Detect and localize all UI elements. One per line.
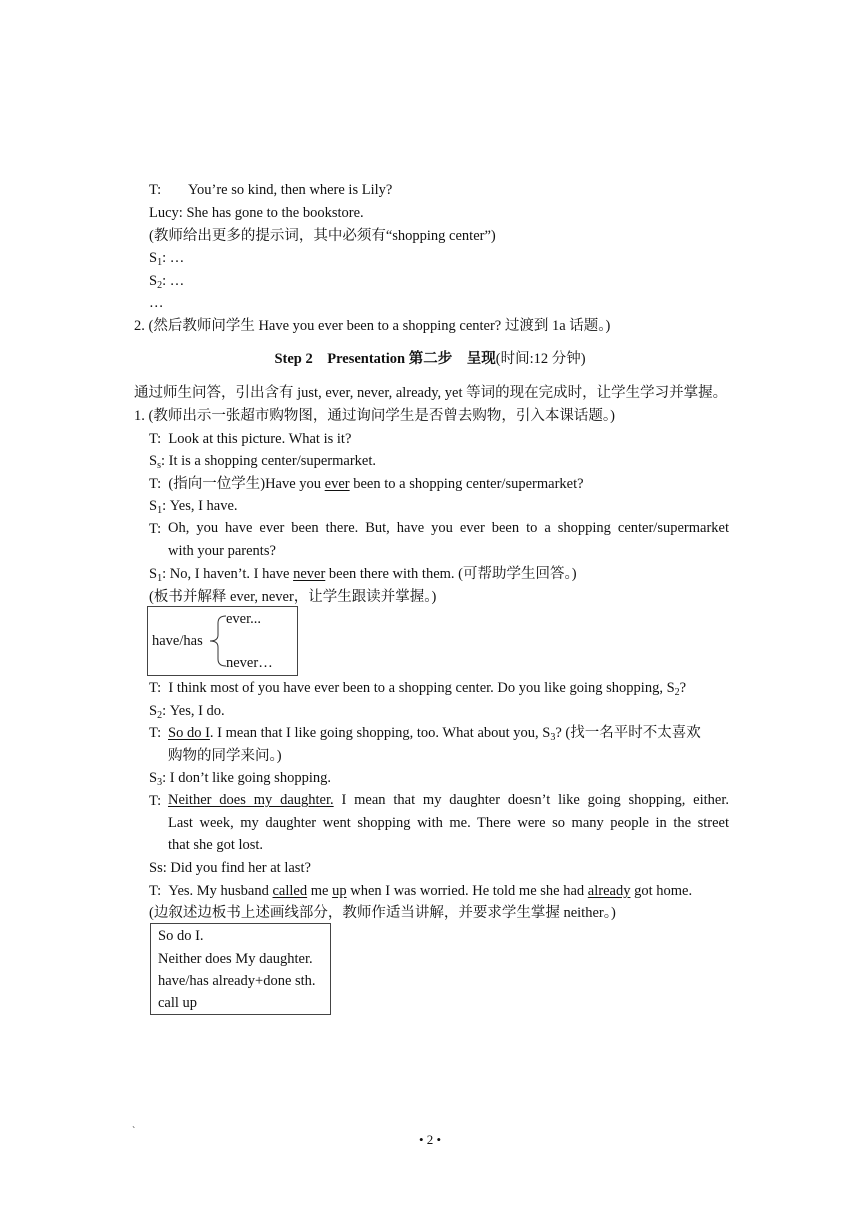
- dialog-text: been there with them. (可帮助学生回答。): [325, 566, 577, 582]
- board-line: have/has already+done sth.: [158, 973, 316, 989]
- speaker-subscript: 1: [157, 505, 163, 516]
- speaker-colon: :: [162, 770, 167, 786]
- teacher-note: (板书并解释 ever, never，让学生跟读并掌握。): [149, 589, 437, 605]
- dialog-text: . I mean that I like going shopping, too. What about you, S: [209, 725, 551, 741]
- board-bottom-label: never…: [226, 655, 273, 671]
- dialog-text: with your parents?: [168, 542, 276, 559]
- dialog-line: [149, 701, 225, 721]
- speaker-label: S: [149, 498, 158, 514]
- page-number: • 2 •: [418, 1132, 442, 1147]
- step-label: Step 2: [274, 351, 313, 367]
- board-line: So do I.: [158, 928, 204, 944]
- dialog-text: got home.: [630, 883, 693, 899]
- speaker-label: T:: [149, 725, 162, 741]
- ellipsis-line: …: [149, 295, 164, 311]
- board-top-label: ever...: [226, 611, 262, 627]
- underlined-word: ever: [324, 476, 350, 492]
- speaker-label: S: [149, 566, 158, 582]
- dialog-text: Yes. My husband: [168, 883, 273, 899]
- speaker-label: T:: [149, 431, 162, 447]
- dialog-text: Yes, I have.: [169, 498, 238, 514]
- board-line: call up: [158, 995, 198, 1011]
- teacher-note: (教师给出更多的提示词，其中必须有“shopping center”): [149, 228, 496, 244]
- speaker-colon: :: [162, 498, 167, 514]
- dialog-line-s2: [149, 271, 184, 291]
- dialog-paragraph: [168, 789, 729, 857]
- speaker-colon: :: [160, 453, 166, 469]
- dialog-line: [149, 678, 686, 698]
- underlined-phrase: So do I: [168, 725, 210, 741]
- dialog-text: Last week, my daughter went shopping with me. There were so many people in the street: [168, 814, 729, 831]
- step-heading: [0, 349, 860, 369]
- dialog-line: [149, 496, 238, 516]
- dialog-text: It is a shopping center/supermarket.: [168, 453, 377, 469]
- speaker-colon: :: [162, 703, 167, 719]
- dialog-line: [149, 474, 584, 494]
- speaker-label: Ss:: [149, 860, 167, 876]
- speaker-subscript: 2: [157, 280, 163, 291]
- underlined-word: never: [293, 566, 326, 582]
- dialog-text: You’re so kind, then where is Lily?: [188, 182, 393, 198]
- speaker-subscript: 1: [157, 257, 163, 268]
- board-left-label: have/has: [152, 633, 203, 649]
- dialog-text: She has gone to the bookstore.: [186, 205, 364, 221]
- dialog-line-lucy: [149, 203, 364, 223]
- item-1: 1. (教师出示一张超市购物图，通过询问学生是否曾去购物，引入本课话题。): [134, 408, 615, 424]
- speaker-label: T:: [149, 883, 162, 899]
- speaker-label: Lucy:: [149, 205, 183, 221]
- blackboard-box-1: [147, 606, 298, 676]
- dialog-text: been to a shopping center/supermarket?: [349, 476, 584, 492]
- dialog-paragraph: [168, 517, 729, 562]
- speaker-label: S: [149, 453, 158, 469]
- dialog-line: [149, 768, 331, 788]
- speaker-label: T:: [149, 680, 162, 696]
- speaker-subscript: 2: [157, 710, 163, 721]
- dialog-line: [149, 429, 351, 449]
- speaker-label: S: [149, 770, 158, 786]
- speaker-subscript: s: [157, 460, 161, 471]
- item-2: 2. (然后教师问学生 Have you ever been to a shopping center? 过渡到 1a 话题。): [134, 318, 611, 334]
- underlined-word: called: [272, 883, 308, 899]
- speaker-label: S: [149, 273, 158, 289]
- blackboard-box-2: [150, 923, 331, 1015]
- dialog-text: ?: [679, 680, 687, 696]
- step-name-cn: 第二步 呈现: [408, 351, 496, 367]
- dialog-text: 购物的同学来问。): [168, 748, 282, 764]
- dialog-text: : …: [162, 273, 185, 289]
- dialog-text: (指向一位学生)Have you: [168, 476, 325, 492]
- speaker-label: S: [149, 703, 158, 719]
- dialog-text: I mean that my daughter doesn’t like going shopping, either.: [333, 792, 729, 808]
- dialog-text: Look at this picture. What is it?: [168, 431, 352, 447]
- dialog-line: [149, 881, 692, 901]
- dialog-text: [168, 723, 701, 743]
- underlined-phrase: Neither does my daughter.: [168, 792, 334, 808]
- speaker-subscript: 3: [550, 732, 556, 743]
- speaker-label: T:: [149, 182, 162, 198]
- dialog-line-t: [149, 180, 649, 200]
- dialog-text: I don’t like going shopping.: [169, 770, 331, 786]
- dialog-text: that she got lost.: [168, 837, 264, 853]
- teacher-note: (边叙述边板书上述画线部分，教师作适当讲解，并要求学生掌握 neither。): [149, 905, 616, 921]
- underlined-word: already: [587, 883, 631, 899]
- dialog-text: No, I haven’t. I have: [169, 566, 294, 582]
- footer-mark: `: [132, 1126, 136, 1137]
- speaker-subscript: 2: [674, 687, 680, 698]
- dialog-text: : …: [162, 250, 185, 266]
- dialog-text: when I was worried. He told me she had: [346, 883, 588, 899]
- speaker-subscript: 3: [157, 777, 163, 788]
- dialog-text: I think most of you have ever been to a shopping center. Do you like going shopping, S: [168, 680, 675, 696]
- intro-text: 通过师生问答，引出含有 just, ever, never, already, yet 等词的现在完成时，让学生学习并掌握。: [134, 385, 728, 401]
- dialog-line: [149, 564, 577, 584]
- dialog-text: [168, 789, 729, 812]
- speaker-subscript: 1: [157, 573, 163, 584]
- dialog-line-s1: [149, 248, 184, 268]
- speaker-label: T:: [149, 521, 162, 537]
- speaker-label: S: [149, 250, 158, 266]
- dialog-text: Yes, I do.: [169, 703, 225, 719]
- dialog-text: Oh, you have ever been there. But, have you ever been to a shopping center/supermarket: [168, 520, 729, 536]
- speaker-label: T:: [149, 793, 162, 809]
- board-line: Neither does My daughter.: [158, 951, 313, 967]
- dialog-text: Did you find her at last?: [170, 860, 311, 876]
- step-time: (时间:12 分钟): [495, 351, 586, 367]
- step-name: Presentation: [327, 351, 406, 367]
- dialog-text: ? (找一名平时不太喜欢: [555, 725, 701, 741]
- dialog-line: [149, 858, 311, 878]
- underlined-word: up: [332, 883, 347, 899]
- dialog-text: me: [307, 883, 333, 899]
- speaker-label: T:: [149, 476, 162, 492]
- speaker-colon: :: [162, 566, 167, 582]
- dialog-line: [149, 451, 376, 471]
